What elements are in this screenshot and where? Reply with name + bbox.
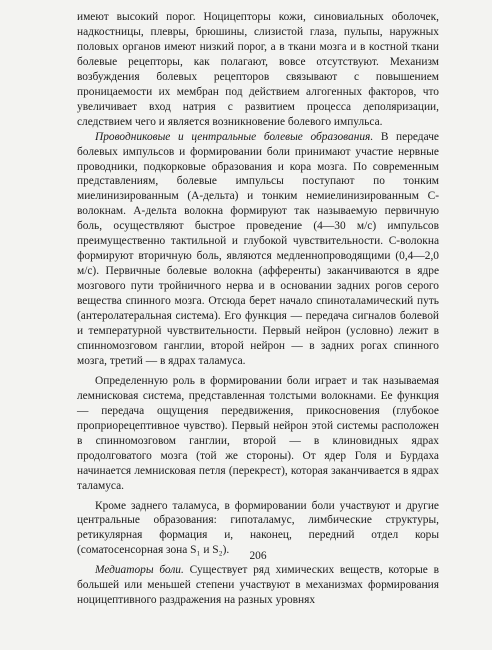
paragraph-text: В передаче болевых импульсов и формировании боли принимают участие нервные проводники, подкорковые образования и кора мозга. По современным представлениям, болевые импульсы поступают по тонким миелинизированным (А-дельта) и тонким немиелинизированным С-волокнам. А-дельта волокна формируют так называемую первичную боль, осуществляют быстрое проведение (4—30 м/с) импульсов преимущественно тактильной и глубокой чувствительности. С-волокна формируют вторичную боль, являются медленнопроводящими (0,4—2,0 м/с). Первичные болевые волокна (афференты) заканчиваются в ядре мозгового пути тройничного нерва и в основании задних рогов серого вещества спинного мозга. Отсюда берет начало спиноталамический путь (антеролатеральная система). Его функция — передача сигналов болевой и температурной чувствительности. Первый нейрон (условно) лежит в спинномозговом ганглии, второй нейрон — в задних рогах спинного мозга, третий — в ядрах таламуса. — [77, 130, 439, 367]
body-text — [77, 10, 439, 608]
paragraph-text: Кроме заднего таламуса, в формировании боли участвуют и другие центральные образования: гипоталамус, лимбические структуры, ретикулярная формация и, наконец, передний отдел коры (соматосенсорная зона S₁ и S₂). — [77, 499, 439, 557]
paragraph-text: Определенную роль в формировании боли играет и так называемая лемнисковая система, представленная толстыми волокнами. Ее функция — передача ощущения передвижения, прикосновения (глубокое проприорецептивное чувство). Первый нейрон этой системы расположен в спинномозговом ганглии, второй — в клиновидных ядрах продолговатого мозга (той же стороны). От ядер Голя и Бурдаха начинается лемнисковая петля (перекрест), которая заканчивается в ядрах таламуса. — [77, 374, 439, 492]
paragraph-lemniscal-system — [77, 374, 439, 494]
paragraph-text: имеют высокий порог. Ноцицепторы кожи, синовиальных оболочек, надкостницы, плевры, брюшины, слизистой глаза, пульпы, наружных половых органов имеют низкий порог, а в ткани мозга и в костной ткани болевые рецепторы, как полагают, вовсе отсутствуют. Механизм возбуждения болевых рецепторов связывают с повышением проницаемости их мембран под действием алгогенных факторов, что увеличивает вход натрия с развитием процесса деполяризации, следствием чего и является возникновение болевого импульса. — [77, 11, 439, 128]
section-heading-conductive: Проводниковые и центральные болевые образования. — [95, 130, 374, 143]
paragraph-text: Существует ряд химических веществ, которые в большей или меньшей степени участвуют в механизмах формирования ноцицептивного раздражения на разных уровнях — [77, 564, 440, 607]
paragraph-conductive-formations — [77, 130, 439, 369]
page-number: 206 — [249, 550, 267, 562]
paragraph-receptors — [77, 10, 439, 130]
paragraph-pain-mediators — [77, 563, 439, 608]
section-heading-mediators: Медиаторы боли. — [95, 564, 184, 577]
